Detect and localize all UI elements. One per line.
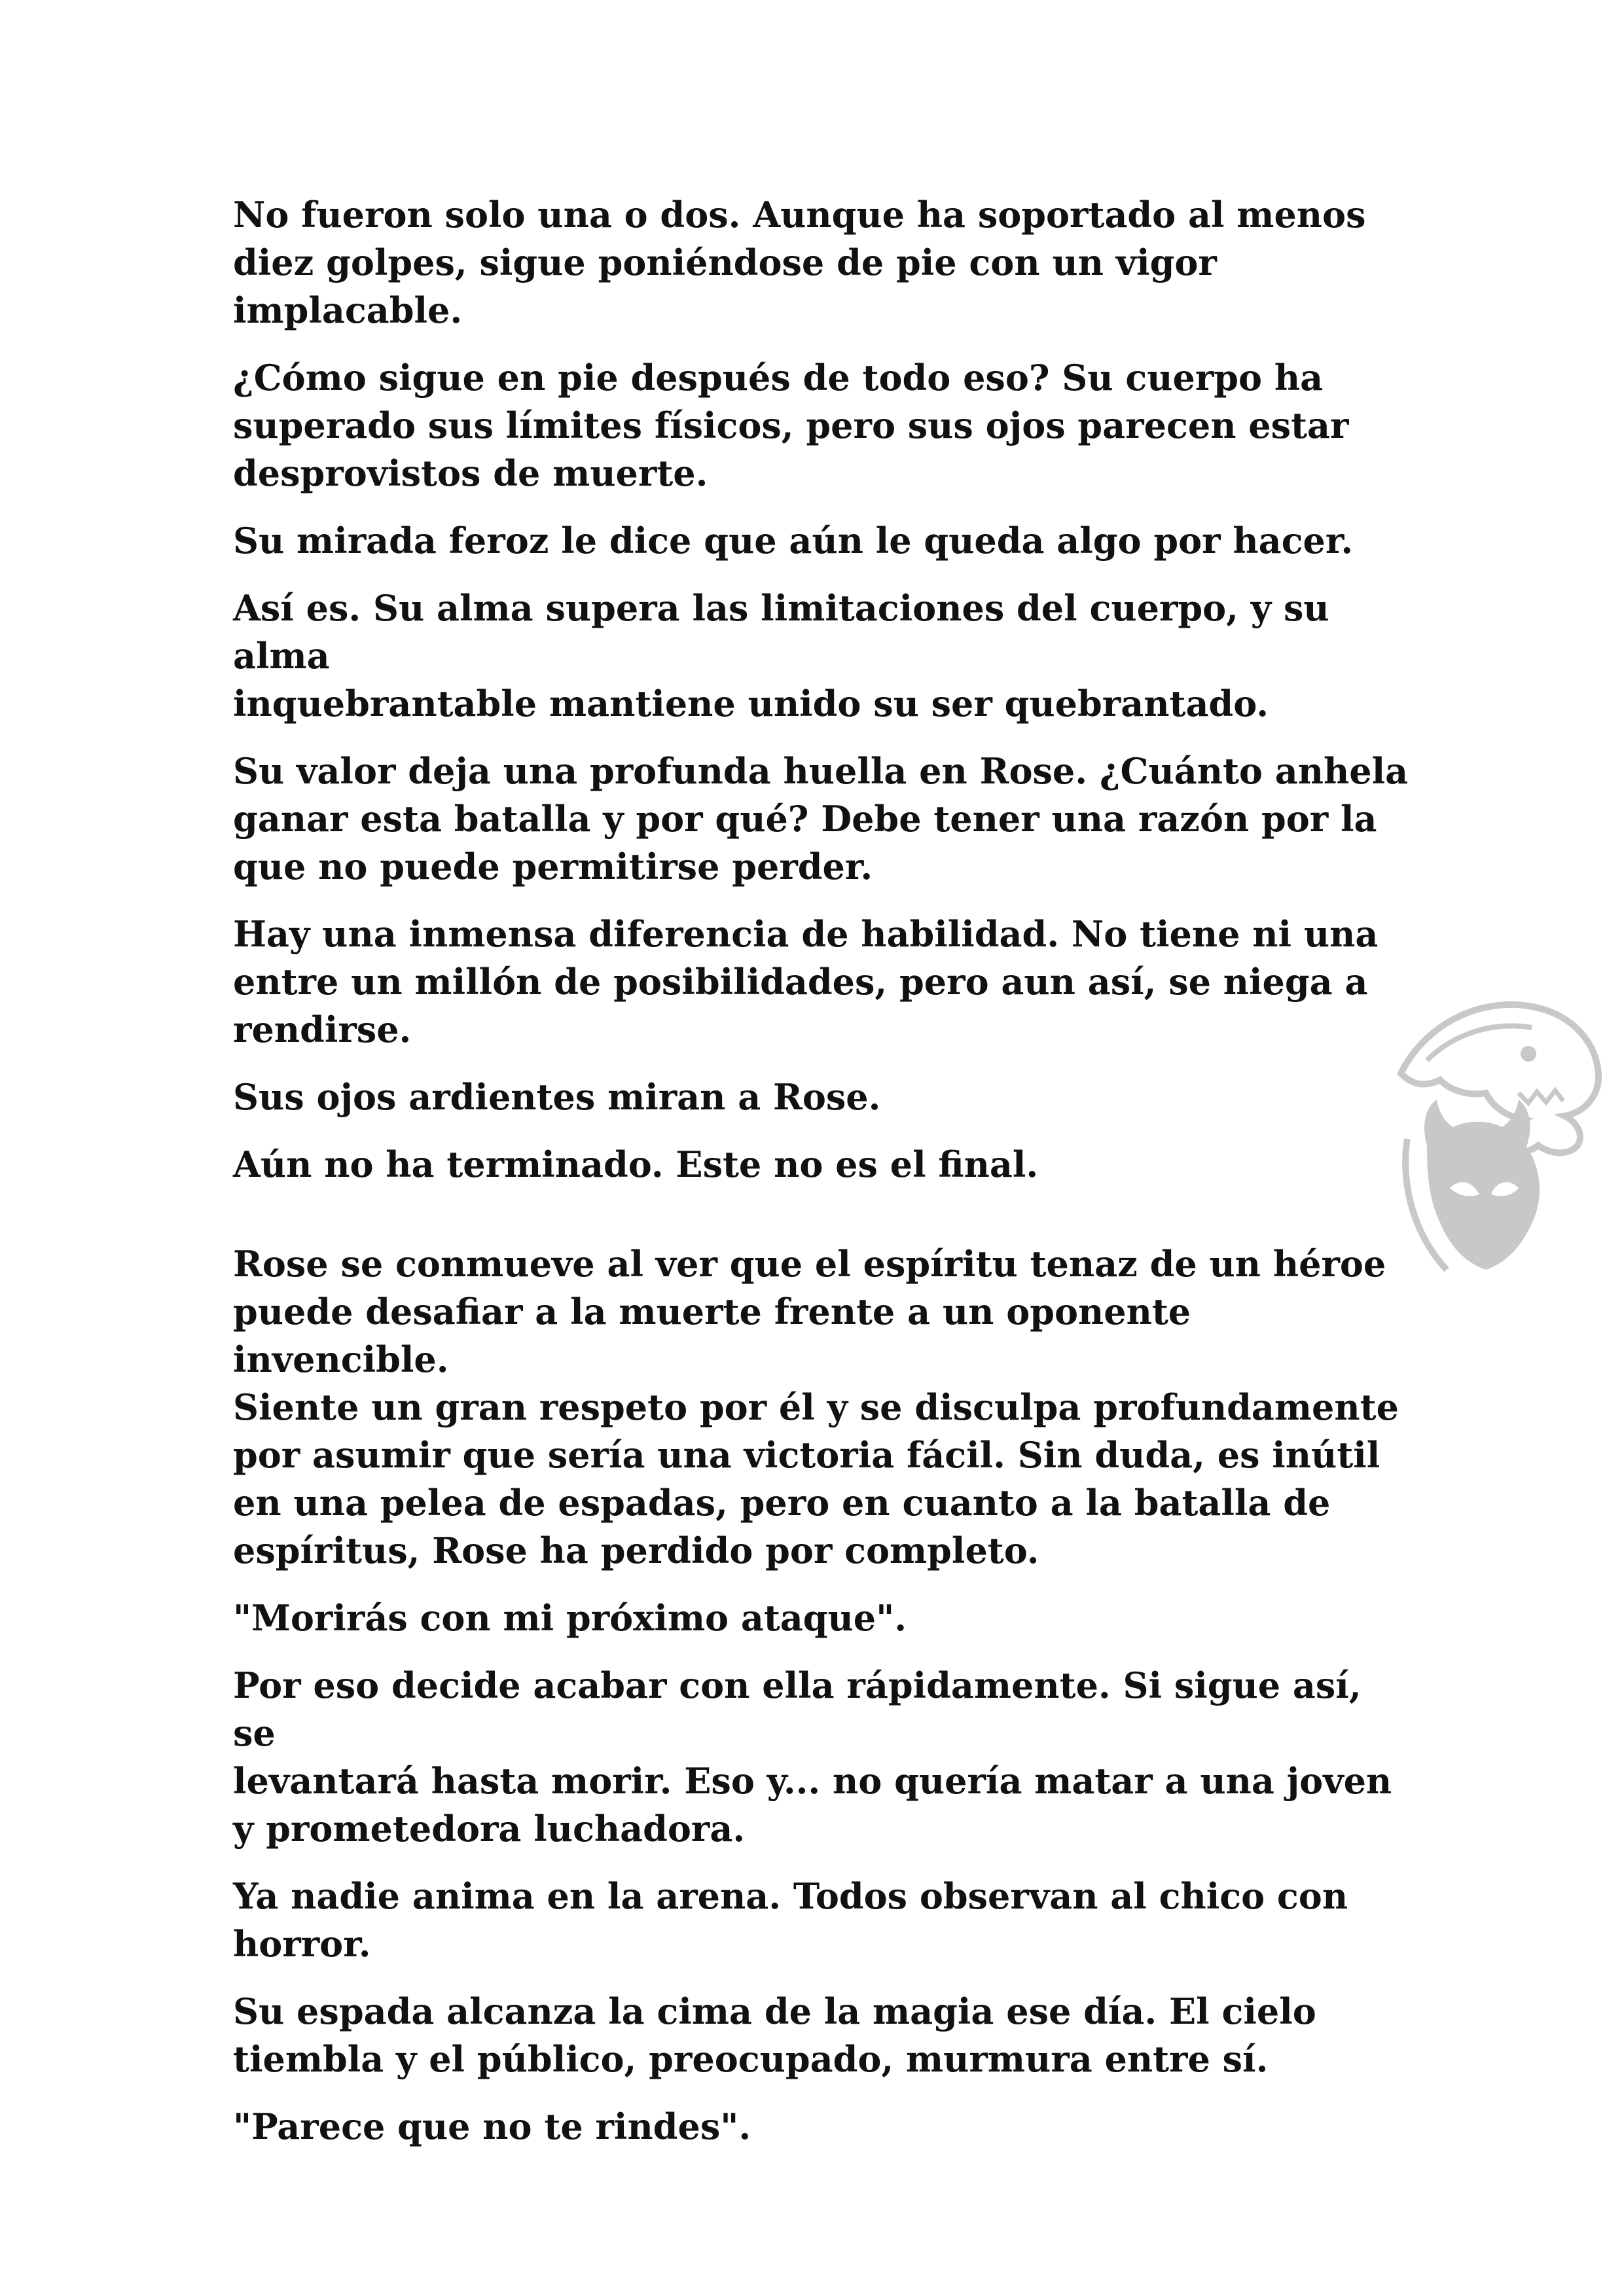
paragraph: Así es. Su alma supera las limitaciones del cuerpo, y su alma inquebrantable mantiene unido su ser quebrantado. <box>233 587 1329 725</box>
paragraph: Aún no ha terminado. Este no es el final. <box>233 1143 1039 1185</box>
paragraph: Sus ojos ardientes miran a Rose. <box>233 1076 881 1118</box>
paragraph: Su mirada feroz le dice que aún le queda algo por hacer. <box>233 520 1354 562</box>
paragraph: Hay una inmensa diferencia de habilidad. No tiene ni una entre un millón de posibilidades, pero aun así, se niega a rendirse. <box>233 913 1379 1050</box>
paragraph: Ya nadie anima en la arena. Todos observan al chico con horror. <box>233 1875 1348 1965</box>
text-section-2 <box>233 1240 1411 2151</box>
paragraph: No fueron solo una o dos. Aunque ha soportado al menos diez golpes, sigue poniéndose de pie con un vigor implacable. <box>233 194 1366 331</box>
paragraph: ¿Cómo sigue en pie después de todo eso? Su cuerpo ha superado sus límites físicos, pero sus ojos parecen estar desprovistos de muerte. <box>233 357 1349 494</box>
paragraph: "Parece que no te rindes". <box>233 2106 751 2147</box>
paragraph: Su valor deja una profunda huella en Rose. ¿Cuánto anhela ganar esta batalla y por qué? Debe tener una razón por la que no puede permitirse perder. <box>233 750 1409 888</box>
paragraph: Por eso decide acabar con ella rápidamente. Si sigue así, se levantará hasta morir. Eso y... no quería matar a una joven y prometedora luchadora. <box>233 1664 1392 1850</box>
dinosaur-devil-logo-icon <box>1388 982 1604 1296</box>
paragraph: Su espada alcanza la cima de la magia ese día. El cielo tiembla y el público, preocupado, murmura entre sí. <box>233 1990 1316 2080</box>
paragraph: "Morirás con mi próximo ataque". <box>233 1597 907 1639</box>
paragraph: Rose se conmueve al ver que el espíritu tenaz de un héroe puede desafiar a la muerte frente a un oponente invencible. Siente un gran respeto por él y se disculpa profundamente por asumir que sería una victoria fácil. Sin duda, es inútil en una pelea de espadas, pero en cuanto a la batalla de espíritus, Rose ha perdido por completo. <box>233 1243 1399 1571</box>
text-section-1 <box>233 191 1411 1189</box>
